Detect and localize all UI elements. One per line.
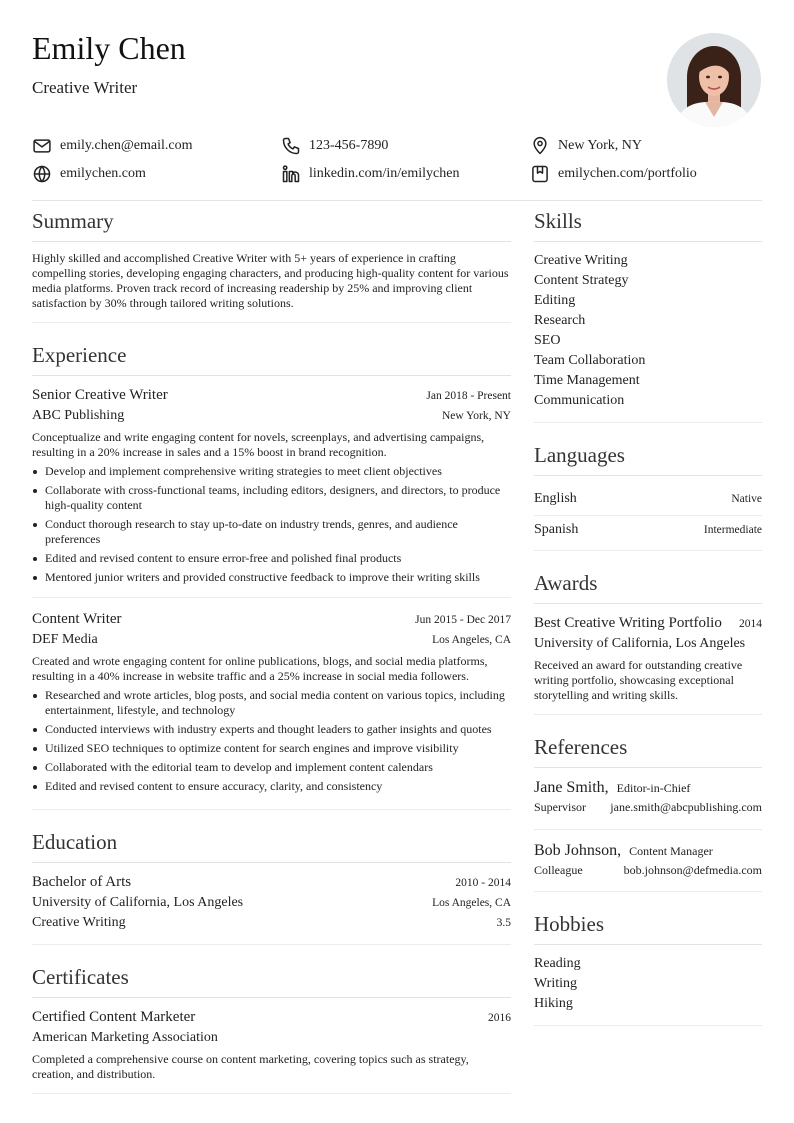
linkedin-icon xyxy=(281,164,301,184)
bullet-item: Collaborated with the editorial team to develop and implement content calendars xyxy=(32,760,511,775)
language-item xyxy=(534,485,762,515)
job-position: Content Writer xyxy=(32,611,122,627)
education-section xyxy=(32,827,511,945)
contact-portfolio-text: emilychen.com/portfolio xyxy=(558,166,697,181)
skill-item: Research xyxy=(534,313,586,328)
bullet-item: Utilized SEO techniques to optimize content for search engines and improve visibility xyxy=(32,741,511,756)
skill-item: Team Collaboration xyxy=(534,353,646,368)
award-name: Best Creative Writing Portfolio xyxy=(534,615,722,631)
bullet-item: Collaborate with cross-functional teams, including editors, designers, and directors, to produce high-quality content xyxy=(32,483,511,513)
side-column xyxy=(534,206,762,1026)
map-pin-icon xyxy=(530,136,550,156)
skill-item: SEO xyxy=(534,333,561,348)
certificate-name: Certified Content Marketer xyxy=(32,1009,196,1025)
language-level: Intermediate xyxy=(703,524,762,536)
bullet-item: Edited and revised content to ensure accuracy, clarity, and consistency xyxy=(32,779,511,794)
reference-item xyxy=(534,777,762,817)
job-bullets xyxy=(32,688,511,794)
bullet-item: Conduct thorough research to stay up-to-date on industry trends, genres, and audience preferences xyxy=(32,517,511,547)
contact-linkedin[interactable] xyxy=(281,164,530,184)
language-name: Spanish xyxy=(534,522,579,537)
skill-item: Editing xyxy=(534,293,576,308)
bullet-item: Conducted interviews with industry experts and thought leaders to gather insights and quotes xyxy=(32,722,511,737)
languages-section xyxy=(534,440,762,551)
job-entry xyxy=(32,385,511,585)
skill-item: Communication xyxy=(534,393,625,408)
reference-name: Jane Smith, xyxy=(534,779,609,796)
references-heading: References xyxy=(534,732,762,768)
contact-website-text: emilychen.com xyxy=(60,166,146,181)
contact-website[interactable] xyxy=(32,164,281,184)
globe-icon xyxy=(32,164,52,184)
contact-email-text: emily.chen@email.com xyxy=(60,138,193,153)
bullet-item: Develop and implement comprehensive writing strategies to meet client objectives xyxy=(32,464,511,479)
reference-position: Editor-in-Chief xyxy=(616,781,691,795)
bookmark-icon xyxy=(530,164,550,184)
reference-name: Bob Johnson, xyxy=(534,842,622,859)
skills-heading: Skills xyxy=(534,206,762,242)
awards-heading: Awards xyxy=(534,568,762,604)
mail-icon xyxy=(32,136,52,156)
job-dates: Jun 2015 - Dec 2017 xyxy=(415,614,511,626)
job-bullets xyxy=(32,464,511,585)
contact-portfolio[interactable] xyxy=(530,164,762,184)
job-entry xyxy=(32,597,511,794)
summary-section xyxy=(32,206,511,323)
job-company: ABC Publishing xyxy=(32,408,125,423)
award-issuer: University of California, Los Angeles xyxy=(534,636,746,651)
education-degree: Bachelor of Arts xyxy=(32,874,132,890)
job-description: Created and wrote engaging content for online publications, blogs, and social media platforms, resulting in a 40% increase in website traffic and a 25% increase in social media followers. xyxy=(32,654,488,683)
award-year: 2014 xyxy=(739,618,762,630)
skills-section xyxy=(534,206,762,423)
certificates-heading: Certificates xyxy=(32,962,511,998)
certificate-description: Completed a comprehensive course on content marketing, covering topics such as strategy, creation, and distribution. xyxy=(32,1052,469,1081)
hobbies-section xyxy=(534,909,762,1026)
experience-heading: Experience xyxy=(32,340,511,376)
hobby-item: Reading xyxy=(534,956,581,971)
reference-position: Content Manager xyxy=(629,844,713,858)
experience-section xyxy=(32,340,511,810)
skill-item: Time Management xyxy=(534,373,640,388)
summary-text: Highly skilled and accomplished Creative Writer with 5+ years of experience in crafting compelling stories, developing engaging characters, and producing high-quality content for various media platforms. Proven track record of increasing readership by 25% and improving client satisfaction by 30% through tailored writing solutions. xyxy=(32,251,509,310)
header-divider xyxy=(32,200,762,201)
contact-list xyxy=(32,136,762,184)
job-dates: Jan 2018 - Present xyxy=(426,390,511,402)
certificates-section xyxy=(32,962,511,1094)
resume-name: Emily Chen xyxy=(32,30,186,66)
hobbies-heading: Hobbies xyxy=(534,909,762,945)
contact-email[interactable] xyxy=(32,136,281,156)
references-section xyxy=(534,732,762,892)
reference-relation: Supervisor xyxy=(534,800,586,814)
languages-heading: Languages xyxy=(534,440,762,476)
job-location: Los Angeles, CA xyxy=(432,634,511,646)
education-heading: Education xyxy=(32,827,511,863)
contact-location-text: New York, NY xyxy=(558,138,643,153)
reference-email[interactable]: jane.smith@abcpublishing.com xyxy=(610,800,762,814)
bullet-item: Mentored junior writers and provided constructive feedback to improve their writing skills xyxy=(32,570,511,585)
education-dates: 2010 - 2014 xyxy=(455,877,511,889)
certificate-issuer: American Marketing Association xyxy=(32,1030,218,1045)
resume-title: Creative Writer xyxy=(32,78,138,97)
hobby-item: Hiking xyxy=(534,996,573,1011)
language-name: English xyxy=(534,491,577,506)
profile-photo xyxy=(667,33,761,127)
language-item xyxy=(534,515,762,546)
education-location: Los Angeles, CA xyxy=(432,897,511,909)
education-school: University of California, Los Angeles xyxy=(32,895,244,910)
skill-item: Content Strategy xyxy=(534,273,629,288)
reference-email[interactable]: bob.johnson@defmedia.com xyxy=(623,863,762,877)
hobby-item: Writing xyxy=(534,976,577,991)
job-position: Senior Creative Writer xyxy=(32,387,168,403)
contact-location xyxy=(530,136,762,156)
job-company: DEF Media xyxy=(32,632,98,647)
education-field: Creative Writing xyxy=(32,915,126,930)
contact-linkedin-text: linkedin.com/in/emilychen xyxy=(309,166,460,181)
awards-section xyxy=(534,568,762,715)
contact-phone-text: 123-456-7890 xyxy=(309,138,389,153)
language-level: Native xyxy=(731,493,762,505)
bullet-item: Researched and wrote articles, blog posts, and social media content on various topics, including entertainment, lifestyle, and technology xyxy=(32,688,511,718)
bullet-item: Edited and revised content to ensure error-free and polished final products xyxy=(32,551,511,566)
summary-heading: Summary xyxy=(32,206,511,242)
job-location: New York, NY xyxy=(441,410,511,422)
main-column xyxy=(32,206,511,1094)
award-description: Received an award for outstanding creative writing portfolio, showcasing exceptional storytelling and writing skills. xyxy=(534,658,743,702)
job-description: Conceptualize and write engaging content for novels, screenplays, and advertising campaigns, resulting in a 20% increase in sales and a 15% boost in brand recognition. xyxy=(32,430,485,459)
contact-phone[interactable] xyxy=(281,136,530,156)
skill-item: Creative Writing xyxy=(534,253,628,268)
education-gpa: 3.5 xyxy=(496,917,511,929)
phone-icon xyxy=(281,136,301,156)
reference-item xyxy=(534,829,762,880)
reference-relation: Colleague xyxy=(534,863,583,877)
certificate-year: 2016 xyxy=(488,1012,511,1024)
